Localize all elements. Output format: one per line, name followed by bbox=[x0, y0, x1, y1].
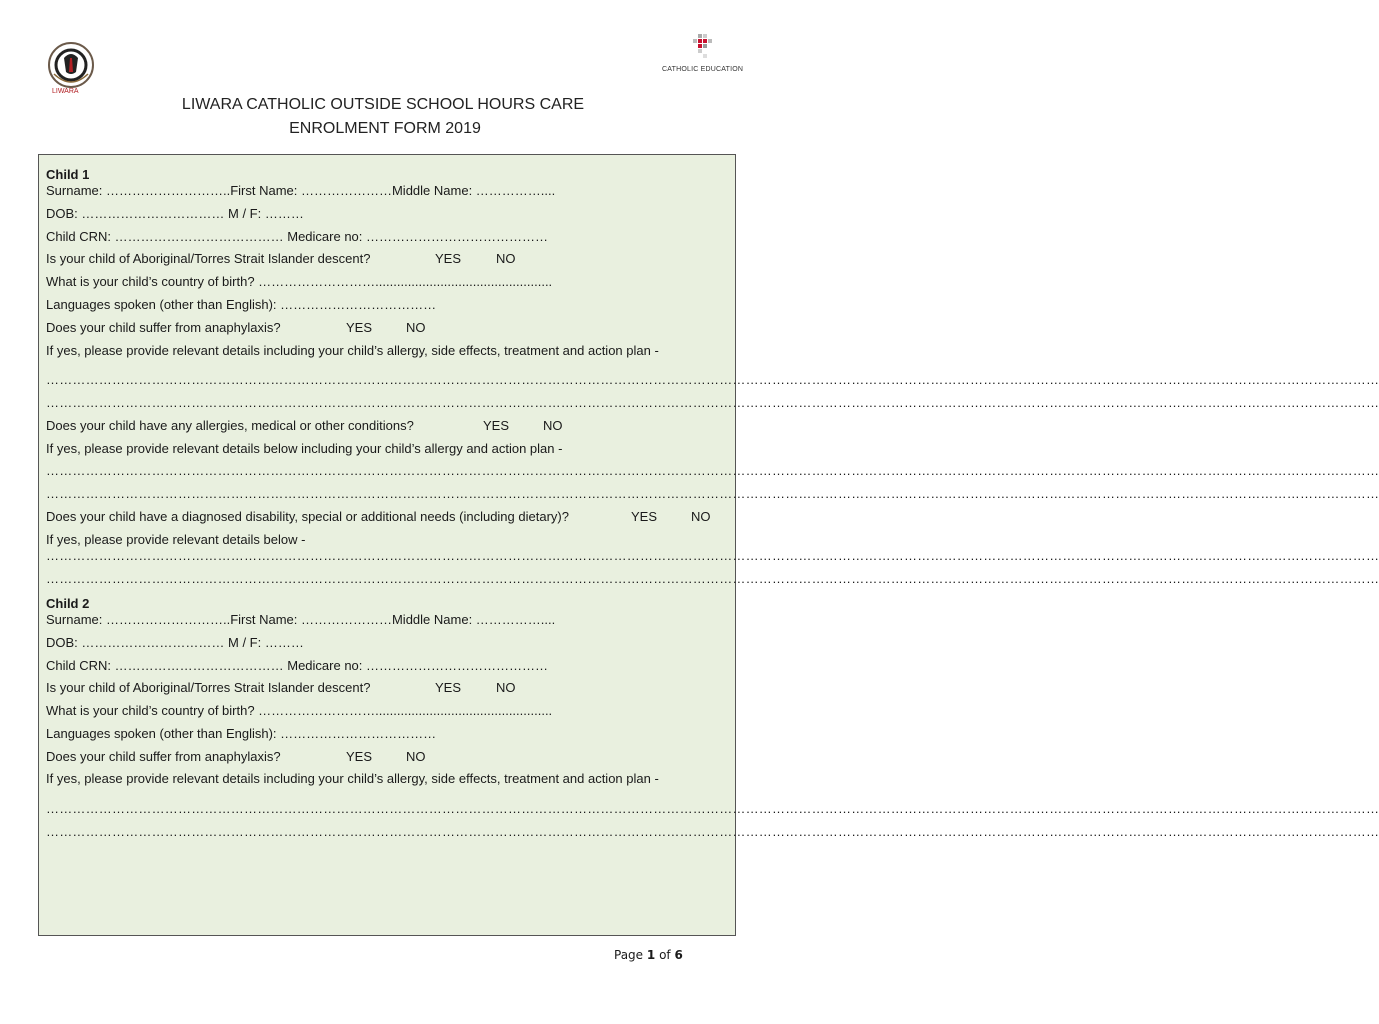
child1-anaphylaxis-answer-line-2[interactable]: …………………………………………………………………………………………………………………………………………………………………………………………………………………………………………………………………………… bbox=[46, 395, 1379, 410]
child1-anaphylaxis-question: Does your child suffer from anaphylaxis? bbox=[46, 320, 281, 335]
child2-anaphylaxis-question: Does your child suffer from anaphylaxis? bbox=[46, 749, 281, 764]
child1-allergies-question: Does your child have any allergies, medical or other conditions? bbox=[46, 418, 414, 433]
child1-crn-field[interactable]: Child CRN: ………………………………… Medicare no: …………………………………… bbox=[46, 229, 548, 244]
page-total: 6 bbox=[674, 948, 683, 962]
page-current: 1 bbox=[646, 948, 656, 962]
child2-dob-field[interactable]: DOB: …………………………… M / F: ……… bbox=[46, 635, 304, 650]
child2-anaphylaxis-answer-line-2[interactable]: …………………………………………………………………………………………………………………………………………………………………………………………………………………………………………………………………………… bbox=[46, 824, 1379, 839]
child2-aboriginal-yes[interactable]: YES bbox=[435, 680, 462, 695]
child1-heading: Child 1 bbox=[46, 167, 90, 182]
child2-names-field[interactable]: Surname: ………………………..First Name: …………………Middle Name: …………….... bbox=[46, 612, 556, 627]
child1-allergies-answer-line-1[interactable]: …………………………………………………………………………………………………………………………………………………………………………………………………………………………………………………………………………… bbox=[46, 463, 1379, 478]
catholic-education-text: CATHOLIC EDUCATION bbox=[662, 66, 744, 73]
child2-anaphylaxis-yes[interactable]: YES bbox=[346, 749, 373, 764]
child1-aboriginal-no[interactable]: NO bbox=[496, 251, 516, 266]
child1-anaphylaxis-no[interactable]: NO bbox=[406, 320, 426, 335]
form-title: LIWARA CATHOLIC OUTSIDE SCHOOL HOURS CARE bbox=[181, 96, 585, 113]
child1-disability-question: Does your child have a diagnosed disability, special or additional needs (including dietary)? bbox=[46, 509, 569, 524]
child1-aboriginal-yes[interactable]: YES bbox=[435, 251, 462, 266]
child2-languages-field[interactable]: Languages spoken (other than English): ……………………………… bbox=[46, 726, 437, 741]
page-label: Page bbox=[614, 948, 644, 962]
child1-disability-answer-line-2[interactable]: …………………………………………………………………………………………………………………………………………………………………………………………………………………………………………………………………………… bbox=[46, 571, 1379, 586]
child1-allergies-answer-line-2[interactable]: …………………………………………………………………………………………………………………………………………………………………………………………………………………………………………………………………………… bbox=[46, 486, 1379, 501]
child1-allergies-yes[interactable]: YES bbox=[483, 418, 510, 433]
child2-aboriginal-no[interactable]: NO bbox=[496, 680, 516, 695]
child2-anaphylaxis-no[interactable]: NO bbox=[406, 749, 426, 764]
child1-country-field[interactable]: What is your child’s country of birth? ………………………................................................. bbox=[46, 274, 553, 289]
child1-disability-yes[interactable]: YES bbox=[631, 509, 658, 524]
form-subtitle: ENROLMENT FORM 2019 bbox=[289, 120, 481, 137]
child2-anaphylaxis-answer-line-1[interactable]: …………………………………………………………………………………………………………………………………………………………………………………………………………………………………………………………………………… bbox=[46, 801, 1379, 816]
child2-anaphylaxis-details-prompt: If yes, please provide relevant details including your child’s allergy, side effects, treatment and action plan - bbox=[46, 771, 659, 786]
child1-disability-details-prompt: If yes, please provide relevant details below - bbox=[46, 532, 306, 547]
child2-country-field[interactable]: What is your child’s country of birth? ………………………................................................. bbox=[46, 703, 553, 718]
child1-allergies-details-prompt: If yes, please provide relevant details below including your child’s allergy and action plan - bbox=[46, 441, 563, 456]
child1-anaphylaxis-answer-line-1[interactable]: …………………………………………………………………………………………………………………………………………………………………………………………………………………………………………………………………………… bbox=[46, 372, 1379, 387]
child1-disability-no[interactable]: NO bbox=[691, 509, 711, 524]
page-of: of bbox=[659, 948, 671, 962]
child1-aboriginal-question: Is your child of Aboriginal/Torres Strait Islander descent? bbox=[46, 251, 371, 266]
child1-languages-field[interactable]: Languages spoken (other than English): ……………………………… bbox=[46, 297, 437, 312]
child1-allergies-no[interactable]: NO bbox=[543, 418, 563, 433]
child1-anaphylaxis-details-prompt: If yes, please provide relevant details including your child’s allergy, side effects, treatment and action plan - bbox=[46, 343, 659, 358]
child2-crn-field[interactable]: Child CRN: ………………………………… Medicare no: …………………………………… bbox=[46, 658, 548, 673]
child1-anaphylaxis-yes[interactable]: YES bbox=[346, 320, 373, 335]
liwara-logo-text: LIWARA bbox=[52, 88, 79, 95]
child2-heading: Child 2 bbox=[46, 596, 90, 611]
page-number bbox=[614, 948, 683, 962]
child2-aboriginal-question: Is your child of Aboriginal/Torres Strait Islander descent? bbox=[46, 680, 371, 695]
child1-names-field[interactable]: Surname: ………………………..First Name: …………………Middle Name: …………….... bbox=[46, 183, 556, 198]
child1-disability-answer-line-1[interactable]: …………………………………………………………………………………………………………………………………………………………………………………………………………………………………………………………………………… bbox=[46, 548, 1379, 563]
child1-dob-field[interactable]: DOB: …………………………… M / F: ……… bbox=[46, 206, 304, 221]
